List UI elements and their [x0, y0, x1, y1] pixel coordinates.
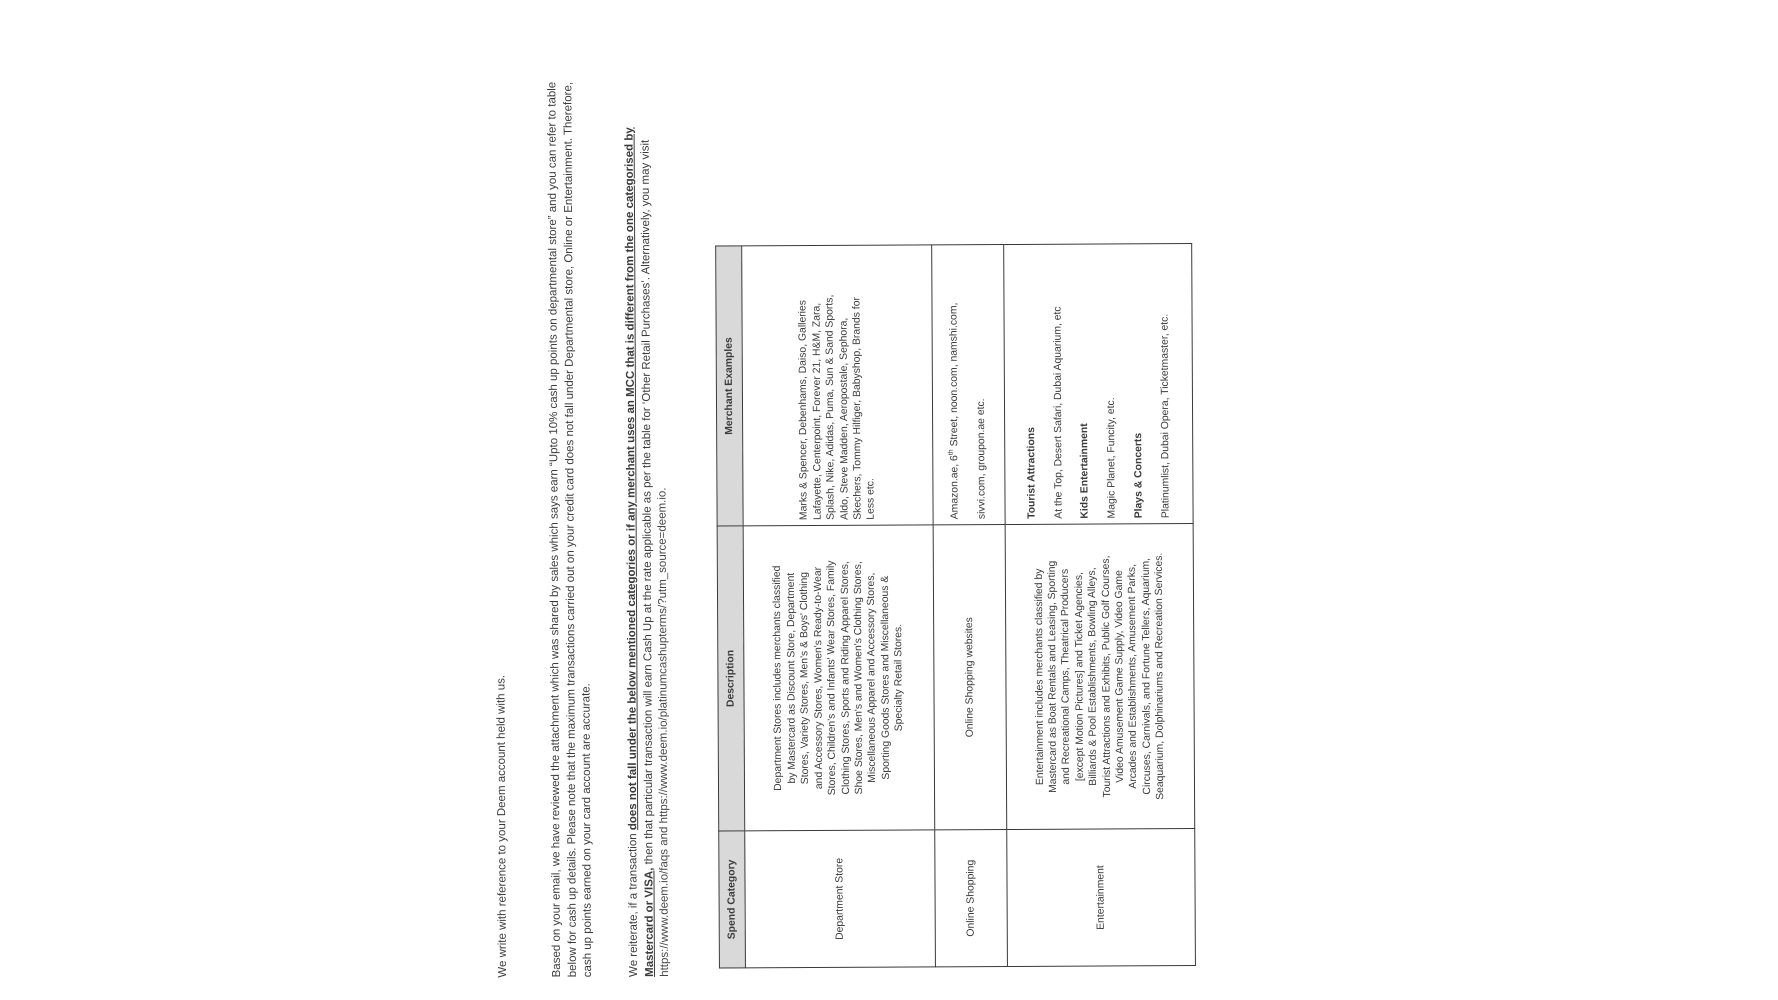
cell-merchants-online-shopping [932, 245, 1005, 525]
cell-description-online-shopping: Online Shopping websites [933, 525, 1007, 830]
reiterate-links-line: https://www.deem.io/faqs and https://www.deem.io/platinumcashupterms/?utm_source=deem.io. [656, 487, 671, 977]
entertainment-heading-kids: Kids Entertainment [1079, 423, 1092, 519]
cell-category-entertainment: Entertainment [1007, 829, 1196, 967]
cell-category-department-store: Department Store [745, 830, 936, 968]
review-line-1: Based on your email, we have reviewed the attachment which was shared by sales which says earn “Upto 10% cash up points on departmental store” and you can refer to table [546, 81, 563, 978]
entertainment-heading-plays-concerts: Plays & Concerts [1133, 432, 1145, 519]
table-row-online-shopping [932, 245, 1008, 967]
review-line-2: below for cash up details. Please note that the maximum transactions carried out on your credit card does not fall under Departmental store, Online or Entertainment. Therefore, [561, 81, 579, 978]
reiterate-line-2-normal: then that particular transaction will earn Cash Up at the rate applicable as per the table for ‘Other Retail Purchases’. Alternatively, you may visit [639, 139, 655, 868]
reiterate-line-2-bold: Mastercard or VISA, [642, 867, 656, 977]
online-merchants-line-1 [948, 250, 963, 519]
header-spend-category: Spend Category [719, 831, 746, 968]
cell-description-entertainment: Entertainment includes merchants classified by Mastercard as Boat Rentals and Leasing, Sporting and Recreational Camps, Theatrical Producers [except Motion Pictures] and Ticket Agencies, Billiards & Pool Establishments, Bowling Alleys, Tourist Attractions and Exhibits, Public Golf Courses, Video Amusement Game Supply, Video Game Arcades and Establishments, Amusement Parks, Circuses, Carnivals, and Fortune Tellers, Aquarium, Seaquarium, Dolphinariums and Recreation Services. [1005, 524, 1195, 830]
entertainment-heading-tourist-attractions: Tourist Attractions [1025, 427, 1038, 519]
online-merchants-line-2: sivvi.com, groupon.ae etc. [976, 398, 988, 520]
reiterate-line-1-bold: does not fall under the below mentioned categories or if any merchant uses an MCC that is different from the one categorised by [623, 127, 640, 831]
cashup-categories-table [715, 243, 1196, 968]
table-header-row [716, 246, 746, 968]
reiterate-line-1-normal: We reiterate, if a transaction [627, 830, 640, 978]
opening-line: We write with reference to your Deem account held with us. [495, 674, 509, 978]
cell-merchants-entertainment [1004, 244, 1193, 525]
entertainment-items-plays-concerts: Platinumlist, Dubai Opera, Ticketmaster, etc. [1159, 313, 1172, 519]
ordinal-suffix: th [948, 449, 956, 456]
paragraph-reiterate [623, 127, 674, 977]
entertainment-items-tourist-attractions: At the Top, Desert Safari, Dubai Aquarium, etc [1052, 306, 1065, 519]
paragraph-review [545, 82, 596, 978]
cell-merchants-department-store: Marks & Spencer, Debenhams, Daiso, Galleries Lafayette, Centerpoint, Forever 21, H&M, Zara, Splash, Nike, Adidas, Puma, Sun & Sand Sports, Aldo, Steve Madden, Aeropostale, Sephora, Skechers, Tommy Hilfiger, Babyshop, Brands for Less etc. [742, 245, 933, 526]
table-row-department-store [742, 245, 936, 968]
cell-description-department-store: Department Stores includes merchants classified by Mastercard as Discount Store, Department Stores, Variety Stores, Men's & Boys' Clothing and Accessory Stores, Women's Ready-to-Wear Stores, Children's and Infants' Wear Stores, Family Clothing Stores, Sports and Riding Apparel Stores, Shoe Stores, Men's and Women's Clothing Stores, Miscellaneous Apparel and Accessory Stores, Sporting Goods Stores and Miscellaneous & Specialty Retail Stores. [743, 525, 935, 831]
rotated-letter-content [433, 0, 1170, 978]
entertainment-items-kids: Magic Planet, Funcity, etc. [1106, 397, 1118, 519]
online-merchants-line-1-post: Street, noon.com, namshi.com, [948, 302, 961, 450]
online-merchants-line-1-pre: Amazon.ae, 6 [949, 455, 962, 520]
paragraph-opening [494, 675, 511, 978]
header-merchant-examples: Merchant Examples [716, 246, 743, 526]
cell-category-online-shopping: Online Shopping [935, 830, 1008, 967]
header-description: Description [717, 526, 745, 831]
table-row-entertainment [1004, 244, 1196, 967]
review-line-3: cash up points earned on your card account are accurate. [580, 683, 594, 978]
